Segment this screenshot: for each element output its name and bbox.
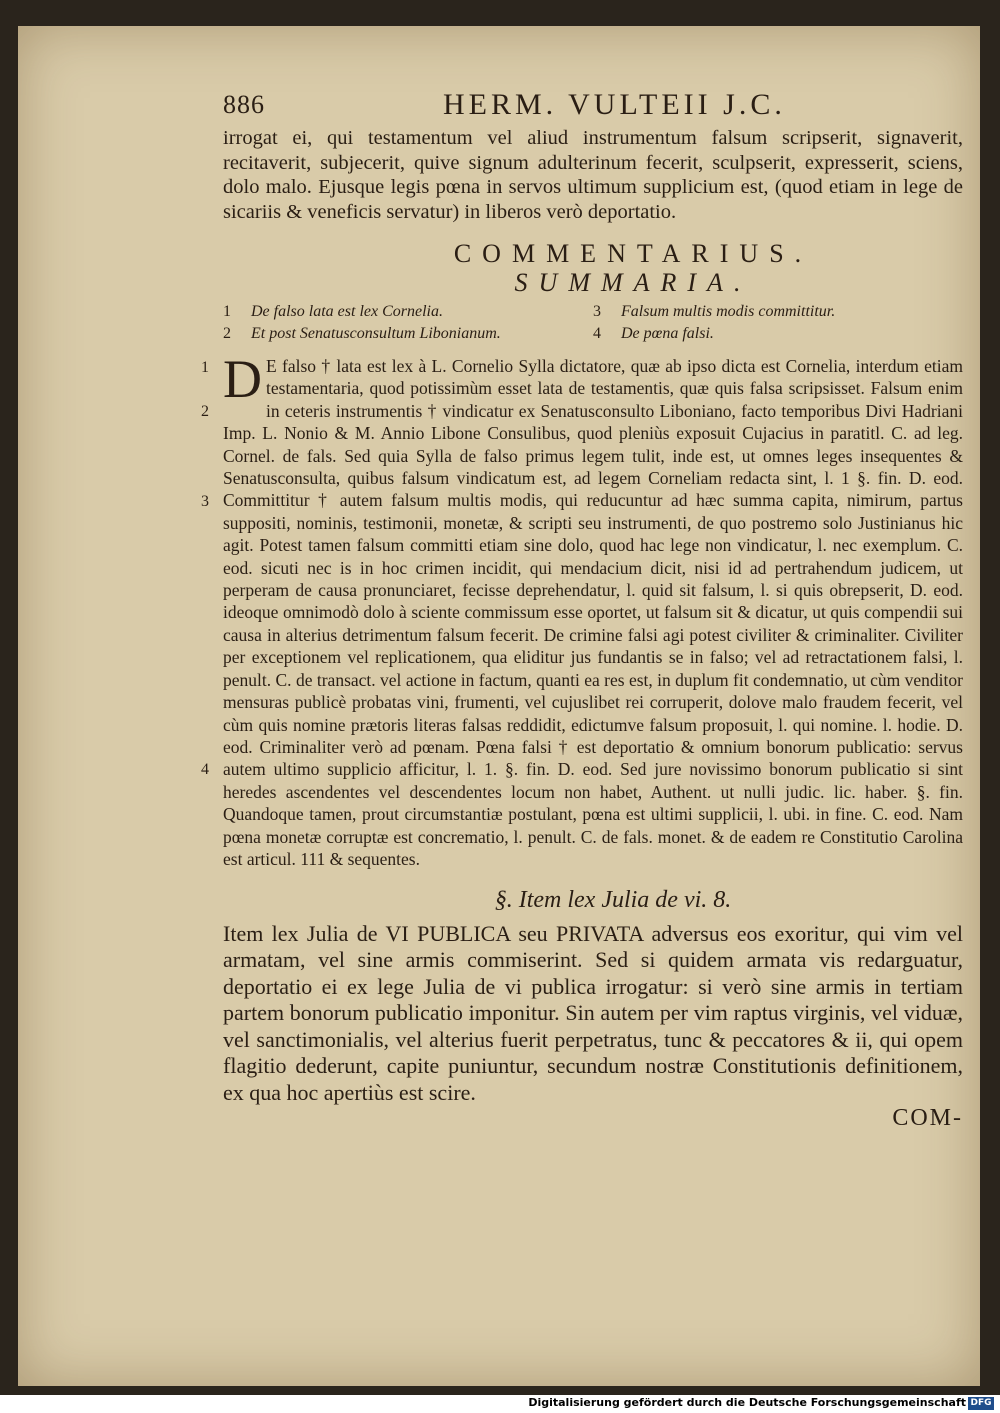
- summaria-heading: SUMMARIA.: [514, 267, 752, 297]
- footer-bar: [0, 1395, 1000, 1413]
- section-text: Item lex Julia de VI PUBLICA seu PRIVATA adversus eos exoritur, qui vim vel armatam, vel sine armis commiserint. Sed si quidem armata vis redarguatur, deportatio ei ex lege Julia de vi publica irrogatur: si verò sine armis in tertiam partem bonorum publicatio imponitur. Sin autem per vim raptus virginis, vel viduæ, vel sanctimonialis, vel alterius fuerit perpetratus, tunc & peccatores & ii, qui opem flagitio dederunt, capite puniuntur, secundum nostræ Constitutionis definitionem, ex qua hoc apertiùs est scire.: [223, 920, 963, 1105]
- summaria-item: 4 De pœna falsi.: [593, 325, 714, 342]
- digitization-credit: Digitalisierung gefördert durch die Deutsche Forschungsgemeinschaft: [528, 1396, 966, 1409]
- summaria-list: [223, 301, 963, 351]
- page-header: [223, 86, 963, 126]
- catchword: COM-: [892, 1105, 963, 1132]
- commentary-text: [201, 349, 963, 870]
- text-block: [201, 126, 963, 1132]
- commentary-heading: COMMENTARIUS.: [453, 239, 813, 268]
- margin-number: 3: [201, 493, 209, 510]
- page-number: 886: [223, 90, 265, 119]
- summaria-item: 1 De falso lata est lex Cornelia.: [223, 303, 443, 320]
- commentary-paragraph: E falso † lata est lex à L. Cornelio Sylla dictatore, quæ ab ipso dicta est Cornelia, interdum etiam testamentaria, quod potissimùm esset lata de testamentis, quæ quis falsa scripsisset. Falsum enim in ceteris instrumentis † vindicatur ex Senatusconsulto Liboniano, facto temporibus Divi Hadriani Imp. L. Nonio & M. Annio Libone Consulibus, quod pleniùs exposuit Cujacius in paratitl. C. ad leg. Cornel. de fals. Sed quia Sylla de falso primus legem tulit, inde est, ut omnes leges insequentes & Senatusconsulta, quibus falsum vindicatum est, ad legem Corneliam redacta sint, l. 1 §. fin. D. eod. Committitur † autem falsum multis modis, qui reducuntur ad hæc summa capita, nimirum, partus suppositi, nominis, testimonii, monetæ, & scripti seu instrumenti, de quo postremo solo Justinianus hic agit. Potest tamen falsum committi etiam sine dolo, quod hac lege non vindicatur, l. nec exemplum. C. eod. sicuti nec is in hoc crimen incidit, qui mendacium dicit, nisi id ad pertrahendum judicem, ut perperam de causa pronunciaret, fecisse deprehendatur, l. quid sit falsum, l. si quis obrepserit, D. eod. ideoque omnimodò dolo à sciente commissum esse oportet, ut falsum sit & dicatur, ut quis compendii sui causa in alterius detrimentum falsum fecerit. De crimine falsi agi potest civiliter & criminaliter. Civiliter per exceptionem vel replicationem, qua eliditur jus fundantis se in falso; vel ad retractationem falsi, l. penult. C. de transact. vel actione in factum, quanti ea res est, in duplum fit condemnatio, ut cùm venditor mensuras publicè probatas vini, frumenti, vel cujuslibet rei corruperit, dolove malo fraudem fecerit, vel cùm quis nomine prætoris literas falsas reddidit, edictumve falsum proposuit, l. qui nomine. l. hodie. D. eod. Criminaliter verò ad pœnam. Pœna falsi † est deportatio & omnium bonorum publicatio: servus autem ultimo supplicio afficitur, l. 1. §. fin. D. eod. Sed jure novissimo bonorum publicatio si sint heredes ascendentes vel descendentes locum non habet, Authent. ut nulli judic. lic. haber. §. fin. Quandoque tamen, prout circumstantiæ postulant, pœna est ultimi supplicii, l. ubi. in fine. C. eod. Nam pœna monetæ corruptæ est concrematio, l. penult. C. de fals. monet. & de eadem re Constitutio Carolina est articul. 111 & sequentes.: [223, 356, 963, 869]
- section-heading: §. Item lex Julia de vi. 8.: [494, 887, 732, 914]
- book-page: [18, 26, 980, 1386]
- drop-cap: D: [223, 349, 262, 409]
- summaria-item: 2 Et post Senatusconsultum Libonianum.: [223, 325, 501, 342]
- dfg-logo: DFG: [968, 1397, 994, 1410]
- margin-number: 1: [201, 359, 209, 376]
- summaria-item: 3 Falsum multis modis committitur.: [593, 303, 836, 320]
- margin-number: 2: [201, 403, 209, 420]
- running-head: HERM. VULTEII J.C.: [443, 88, 786, 121]
- law-text: irrogat ei, qui testamentum vel aliud instrumentum falsum scripserit, signaverit, recitaverit, subjecerit, quive signum adulterinum fecerit, sculpserit, expresserit, sciens, dolo malo. Ejusque legis pœna in servos ultimum supplicium est, (quod etiam in lege de sicariis & veneficis servatur) in liberos verò deportatio.: [223, 127, 963, 223]
- margin-number: 4: [201, 761, 209, 778]
